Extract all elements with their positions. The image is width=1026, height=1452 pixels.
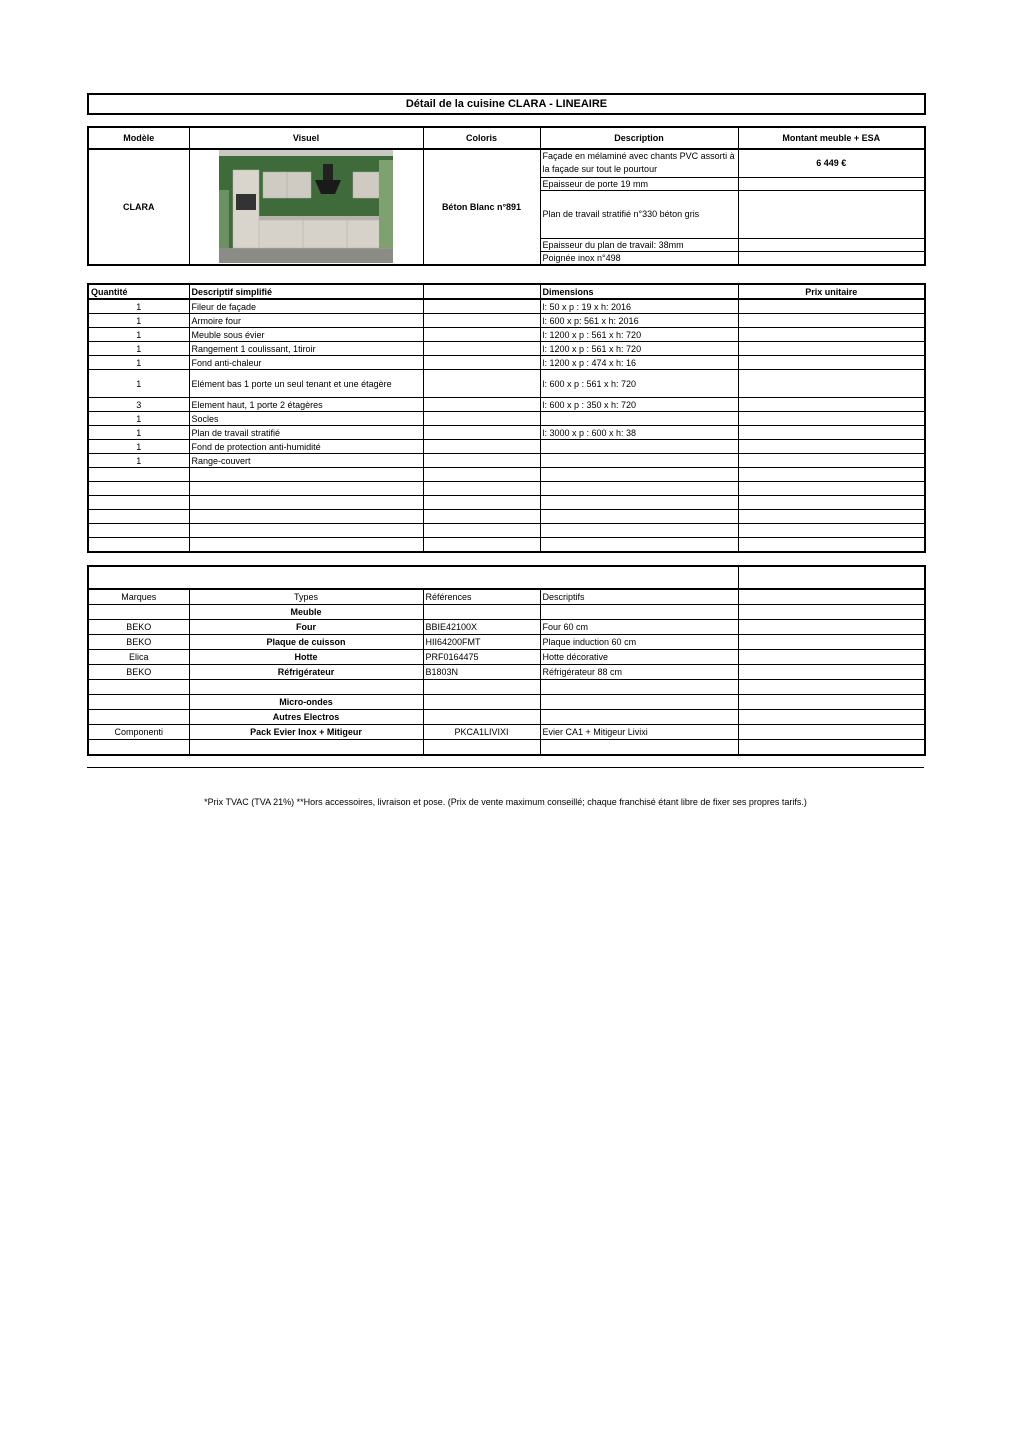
item-empty [423,328,540,342]
items-header-prix: Prix unitaire [738,284,925,299]
item-dim: l: 600 x p : 561 x h: 720 [540,370,738,398]
empty-cell [540,538,738,553]
price-value: 6 449 € [738,149,925,177]
appliance-desc: Réfrigérateur 88 cm [540,665,738,680]
appliance-row [88,725,925,740]
appliance-ref [423,680,540,695]
item-qty: 3 [88,398,189,412]
appl-header-descriptifs: Descriptifs [540,589,738,605]
item-empty [423,426,540,440]
footnote: *Prix TVAC (TVA 21%) **Hors accessoires, livraison et pose. (Prix de vente maximum conseillé; chaque franchisé étant libre de fixer ses propres tarifs.) [204,797,807,807]
item-desc: Fond anti-chaleur [189,356,423,370]
item-price [738,314,925,328]
appliance-price [738,680,925,695]
item-dim: l: 3000 x p : 600 x h: 38 [540,426,738,440]
item-desc: Element haut, 1 porte 2 étagères [189,398,423,412]
empty-cell [189,524,423,538]
item-price [738,440,925,454]
empty-cell [738,538,925,553]
item-empty [423,314,540,328]
empty-cell [88,538,189,553]
appliance-price [738,635,925,650]
coloris-value: Béton Blanc n°891 [423,149,540,265]
appliance-desc: Four 60 cm [540,620,738,635]
item-row-empty [88,468,925,482]
item-row [88,370,925,398]
item-dim: l: 1200 x p : 561 x h: 720 [540,342,738,356]
empty-cell [423,538,540,553]
item-price [738,412,925,426]
header-visuel: Visuel [189,127,423,149]
empty-cell [423,524,540,538]
appliance-ref [423,740,540,756]
item-row [88,356,925,370]
item-qty: 1 [88,412,189,426]
main-table [87,126,926,266]
item-qty: 1 [88,299,189,314]
appliance-ref: HII64200FMT [423,635,540,650]
appliance-type: Pack Evier Inox + Mitigeur [189,725,423,740]
item-empty [423,342,540,356]
item-dim: l: 1200 x p : 561 x h: 720 [540,328,738,342]
item-row [88,342,925,356]
appliance-ref: BBIE42100X [423,620,540,635]
appliance-type [189,740,423,756]
items-header-descriptif: Descriptif simplifié [189,284,423,299]
appliance-desc [540,680,738,695]
appliances-table [87,565,926,756]
appliance-ref: B1803N [423,665,540,680]
appliance-brand: Componenti [88,725,189,740]
appliance-brand: BEKO [88,665,189,680]
item-dim [540,412,738,426]
appliance-brand [88,695,189,710]
appliance-brand [88,710,189,725]
item-desc: Rangement 1 coulissant, 1tiroir [189,342,423,356]
empty-cell [423,482,540,496]
appliance-row [88,650,925,665]
description-facade: Façade en mélaminé avec chants PVC assorti à la façade sur tout le pourtour [540,149,738,177]
appliance-ref [423,605,540,620]
item-price [738,454,925,468]
appliance-type: Plaque de cuisson [189,635,423,650]
appliance-desc [540,740,738,756]
empty-cell [189,510,423,524]
page-title: Détail de la cuisine CLARA - LINEAIRE [87,93,926,115]
empty-cell [738,468,925,482]
empty-cell [540,524,738,538]
empty-cell [88,524,189,538]
appl-header-empty [738,589,925,605]
item-empty [423,299,540,314]
empty-cell [189,468,423,482]
appliance-row [88,695,925,710]
appliance-row [88,710,925,725]
empty-cell [540,510,738,524]
appl-header-references: Références [423,589,540,605]
item-price [738,370,925,398]
item-row [88,454,925,468]
item-desc: Fond de protection anti-humidité [189,440,423,454]
price-empty-3 [738,238,925,251]
empty-cell [88,496,189,510]
appliance-brand: BEKO [88,620,189,635]
item-price [738,398,925,412]
price-empty-2 [738,190,925,238]
item-row-empty [88,482,925,496]
empty-cell [189,496,423,510]
empty-cell [540,468,738,482]
appliance-desc: Plaque induction 60 cm [540,635,738,650]
empty-cell [738,524,925,538]
description-poignee: Poignée inox n°498 [540,251,738,265]
appliance-type: Autres Electros [189,710,423,725]
appliance-ref: PRF0164475 [423,650,540,665]
item-desc: Socles [189,412,423,426]
empty-cell [738,496,925,510]
item-empty [423,412,540,426]
item-qty: 1 [88,328,189,342]
empty-cell [88,482,189,496]
item-qty: 1 [88,314,189,328]
appliance-price [738,665,925,680]
appliance-row [88,680,925,695]
item-row [88,412,925,426]
empty-cell [540,496,738,510]
item-empty [423,356,540,370]
item-dim [540,440,738,454]
items-table [87,283,926,553]
item-price [738,356,925,370]
appliance-price [738,695,925,710]
appliance-ref [423,710,540,725]
item-row [88,314,925,328]
item-row-empty [88,510,925,524]
item-price [738,342,925,356]
item-dim: l: 50 x p : 19 x h: 2016 [540,299,738,314]
header-description: Description [540,127,738,149]
appliance-price [738,620,925,635]
item-qty: 1 [88,440,189,454]
appliance-desc [540,695,738,710]
item-dim [540,454,738,468]
appliance-desc [540,605,738,620]
appliance-type: Meuble [189,605,423,620]
item-qty: 1 [88,356,189,370]
item-row [88,328,925,342]
empty-cell [738,510,925,524]
appliance-brand [88,740,189,756]
item-row [88,398,925,412]
item-qty: 1 [88,426,189,440]
appliance-row [88,620,925,635]
appliance-type: Réfrigérateur [189,665,423,680]
appliance-brand: BEKO [88,635,189,650]
divider [87,767,924,768]
empty-cell [423,510,540,524]
empty-cell [88,468,189,482]
item-row [88,299,925,314]
item-dim: l: 1200 x p : 474 x h: 16 [540,356,738,370]
kitchen-visual-cell [189,149,423,265]
item-desc: Elément bas 1 porte un seul tenant et une étagère [189,370,423,398]
item-empty [423,454,540,468]
appliance-brand [88,605,189,620]
item-desc: Fileur de façade [189,299,423,314]
item-row-empty [88,538,925,553]
items-header-empty [423,284,540,299]
item-desc: Meuble sous évier [189,328,423,342]
description-epaisseur: Epaisseur du plan de travail: 38mm [540,238,738,251]
appliance-ref: PKCA1LIVIXI [423,725,540,740]
appliance-desc: Hotte décorative [540,650,738,665]
item-dim: l: 600 x p : 350 x h: 720 [540,398,738,412]
item-row [88,440,925,454]
appliance-row [88,605,925,620]
appliance-type: Micro-ondes [189,695,423,710]
item-price [738,299,925,314]
item-desc: Armoire four [189,314,423,328]
appl-header-marques: Marques [88,589,189,605]
appliance-price [738,725,925,740]
item-price [738,426,925,440]
item-empty [423,370,540,398]
appliances-top-price-cell [738,566,925,589]
appliance-price [738,650,925,665]
appliance-type [189,680,423,695]
items-header-dimensions: Dimensions [540,284,738,299]
empty-cell [540,482,738,496]
item-dim: l: 600 x p: 561 x h: 2016 [540,314,738,328]
appliance-row [88,740,925,756]
appliance-row [88,665,925,680]
item-empty [423,440,540,454]
empty-cell [88,510,189,524]
item-empty [423,398,540,412]
items-header-quantite: Quantité [88,284,189,299]
item-desc: Range-couvert [189,454,423,468]
appliance-ref [423,695,540,710]
appl-header-types: Types [189,589,423,605]
model-name: CLARA [88,149,189,265]
price-empty-4 [738,251,925,265]
kitchen-image [219,150,393,263]
empty-cell [738,482,925,496]
empty-cell [189,538,423,553]
item-qty: 1 [88,454,189,468]
appliance-price [738,740,925,756]
item-row [88,426,925,440]
item-qty: 1 [88,370,189,398]
item-row-empty [88,496,925,510]
appliance-brand: Elica [88,650,189,665]
item-row-empty [88,524,925,538]
description-porte: Epaisseur de porte 19 mm [540,177,738,190]
header-montant: Montant meuble + ESA [738,127,925,149]
appliance-brand [88,680,189,695]
price-empty-1 [738,177,925,190]
item-qty: 1 [88,342,189,356]
appliance-desc: Evier CA1 + Mitigeur Livixi [540,725,738,740]
empty-cell [189,482,423,496]
description-plan: Plan de travail stratifié n°330 béton gris [540,190,738,238]
appliance-type: Four [189,620,423,635]
item-price [738,328,925,342]
item-desc: Plan de travail stratifié [189,426,423,440]
appliance-desc [540,710,738,725]
header-coloris: Coloris [423,127,540,149]
empty-cell [423,496,540,510]
appliance-row [88,635,925,650]
appliance-price [738,710,925,725]
appliance-price [738,605,925,620]
appliances-top-cell [88,566,738,589]
empty-cell [423,468,540,482]
header-modele: Modèle [88,127,189,149]
appliance-type: Hotte [189,650,423,665]
